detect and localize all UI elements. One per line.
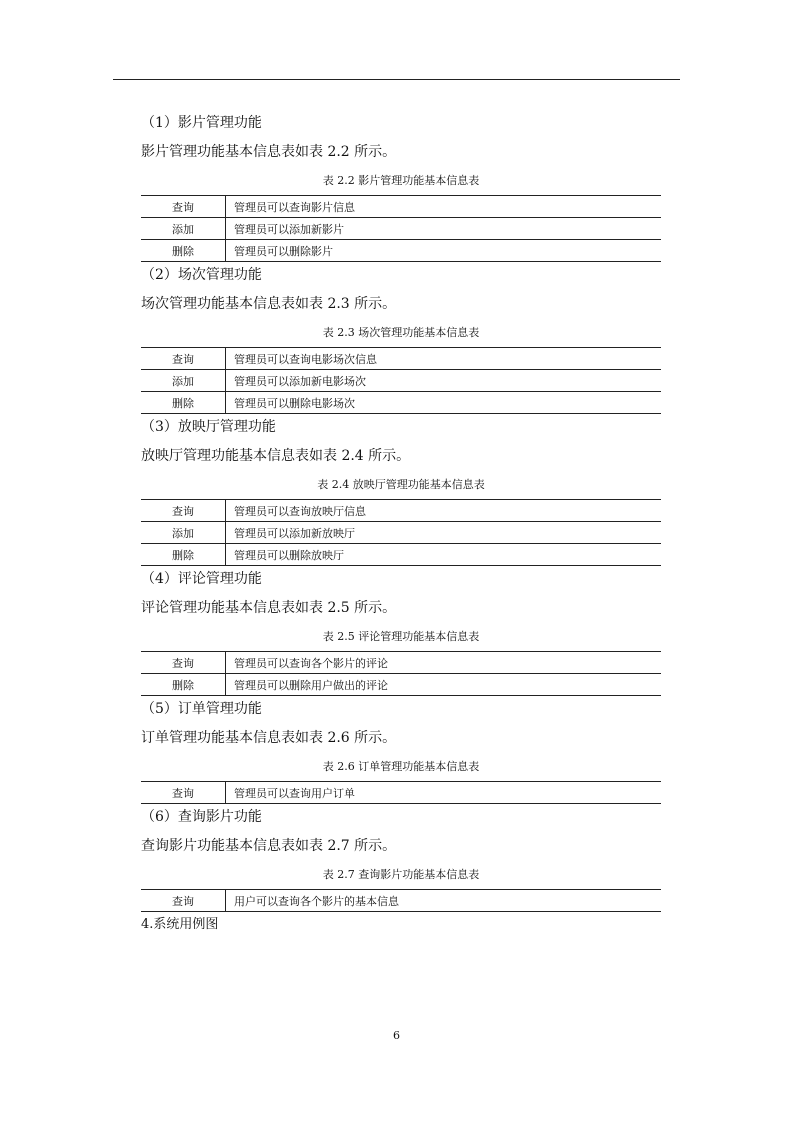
table-row	[141, 500, 661, 522]
operation-cell: 删除	[141, 240, 226, 262]
description-cell: 管理员可以删除电影场次	[226, 392, 662, 414]
document-body	[141, 114, 661, 934]
section-intro: 查询影片功能基本信息表如表 2.7 所示。	[141, 838, 397, 854]
header-rule	[113, 79, 680, 80]
section-heading: （4）评论管理功能	[141, 571, 262, 587]
description-cell: 管理员可以查询用户订单	[226, 782, 662, 804]
section-heading: （2）场次管理功能	[141, 267, 262, 283]
operation-cell: 添加	[141, 370, 226, 392]
table-caption: 表 2.3 场次管理功能基本信息表	[322, 326, 480, 339]
description-cell: 管理员可以添加新影片	[226, 218, 662, 240]
table-row	[141, 218, 661, 240]
description-cell: 用户可以查询各个影片的基本信息	[226, 890, 662, 912]
section-intro: 场次管理功能基本信息表如表 2.3 所示。	[141, 296, 397, 312]
table-row	[141, 348, 661, 370]
page-number: 6	[393, 1029, 400, 1042]
section-intro: 放映厅管理功能基本信息表如表 2.4 所示。	[141, 448, 411, 464]
description-cell: 管理员可以删除用户做出的评论	[226, 674, 662, 696]
operation-cell: 查询	[141, 890, 226, 912]
function-info-table	[141, 781, 661, 804]
description-cell: 管理员可以删除放映厅	[226, 544, 662, 566]
table-caption: 表 2.5 评论管理功能基本信息表	[322, 630, 480, 643]
next-section-title: 4.系统用例图	[141, 917, 219, 932]
description-cell: 管理员可以添加新电影场次	[226, 370, 662, 392]
operation-cell: 查询	[141, 782, 226, 804]
table-row	[141, 240, 661, 262]
section-intro: 影片管理功能基本信息表如表 2.2 所示。	[141, 144, 397, 160]
table-row	[141, 370, 661, 392]
operation-cell: 查询	[141, 348, 226, 370]
section-intro: 评论管理功能基本信息表如表 2.5 所示。	[141, 600, 397, 616]
operation-cell: 添加	[141, 522, 226, 544]
operation-cell: 删除	[141, 544, 226, 566]
table-caption: 表 2.4 放映厅管理功能基本信息表	[317, 478, 485, 491]
operation-cell: 删除	[141, 392, 226, 414]
operation-cell: 查询	[141, 652, 226, 674]
section-heading: （3）放映厅管理功能	[141, 419, 276, 435]
table-caption: 表 2.2 影片管理功能基本信息表	[322, 174, 480, 187]
description-cell: 管理员可以添加新放映厅	[226, 522, 662, 544]
description-cell: 管理员可以查询各个影片的评论	[226, 652, 662, 674]
operation-cell: 添加	[141, 218, 226, 240]
table-row	[141, 890, 661, 912]
description-cell: 管理员可以查询影片信息	[226, 196, 662, 218]
table-caption: 表 2.7 查询影片功能基本信息表	[322, 868, 480, 881]
function-info-table	[141, 347, 661, 414]
function-info-table	[141, 195, 661, 262]
section-intro: 订单管理功能基本信息表如表 2.6 所示。	[141, 730, 397, 746]
operation-cell: 查询	[141, 196, 226, 218]
description-cell: 管理员可以查询电影场次信息	[226, 348, 662, 370]
function-info-table	[141, 499, 661, 566]
table-row	[141, 782, 661, 804]
table-caption: 表 2.6 订单管理功能基本信息表	[322, 760, 480, 773]
table-row	[141, 522, 661, 544]
table-row	[141, 392, 661, 414]
table-row	[141, 674, 661, 696]
table-row	[141, 544, 661, 566]
section-heading: （6）查询影片功能	[141, 809, 262, 825]
function-info-table	[141, 651, 661, 696]
operation-cell: 删除	[141, 674, 226, 696]
table-row	[141, 196, 661, 218]
description-cell: 管理员可以查询放映厅信息	[226, 500, 662, 522]
table-row	[141, 652, 661, 674]
function-info-table	[141, 889, 661, 912]
operation-cell: 查询	[141, 500, 226, 522]
section-heading: （1）影片管理功能	[141, 115, 262, 131]
section-heading: （5）订单管理功能	[141, 701, 262, 717]
description-cell: 管理员可以删除影片	[226, 240, 662, 262]
